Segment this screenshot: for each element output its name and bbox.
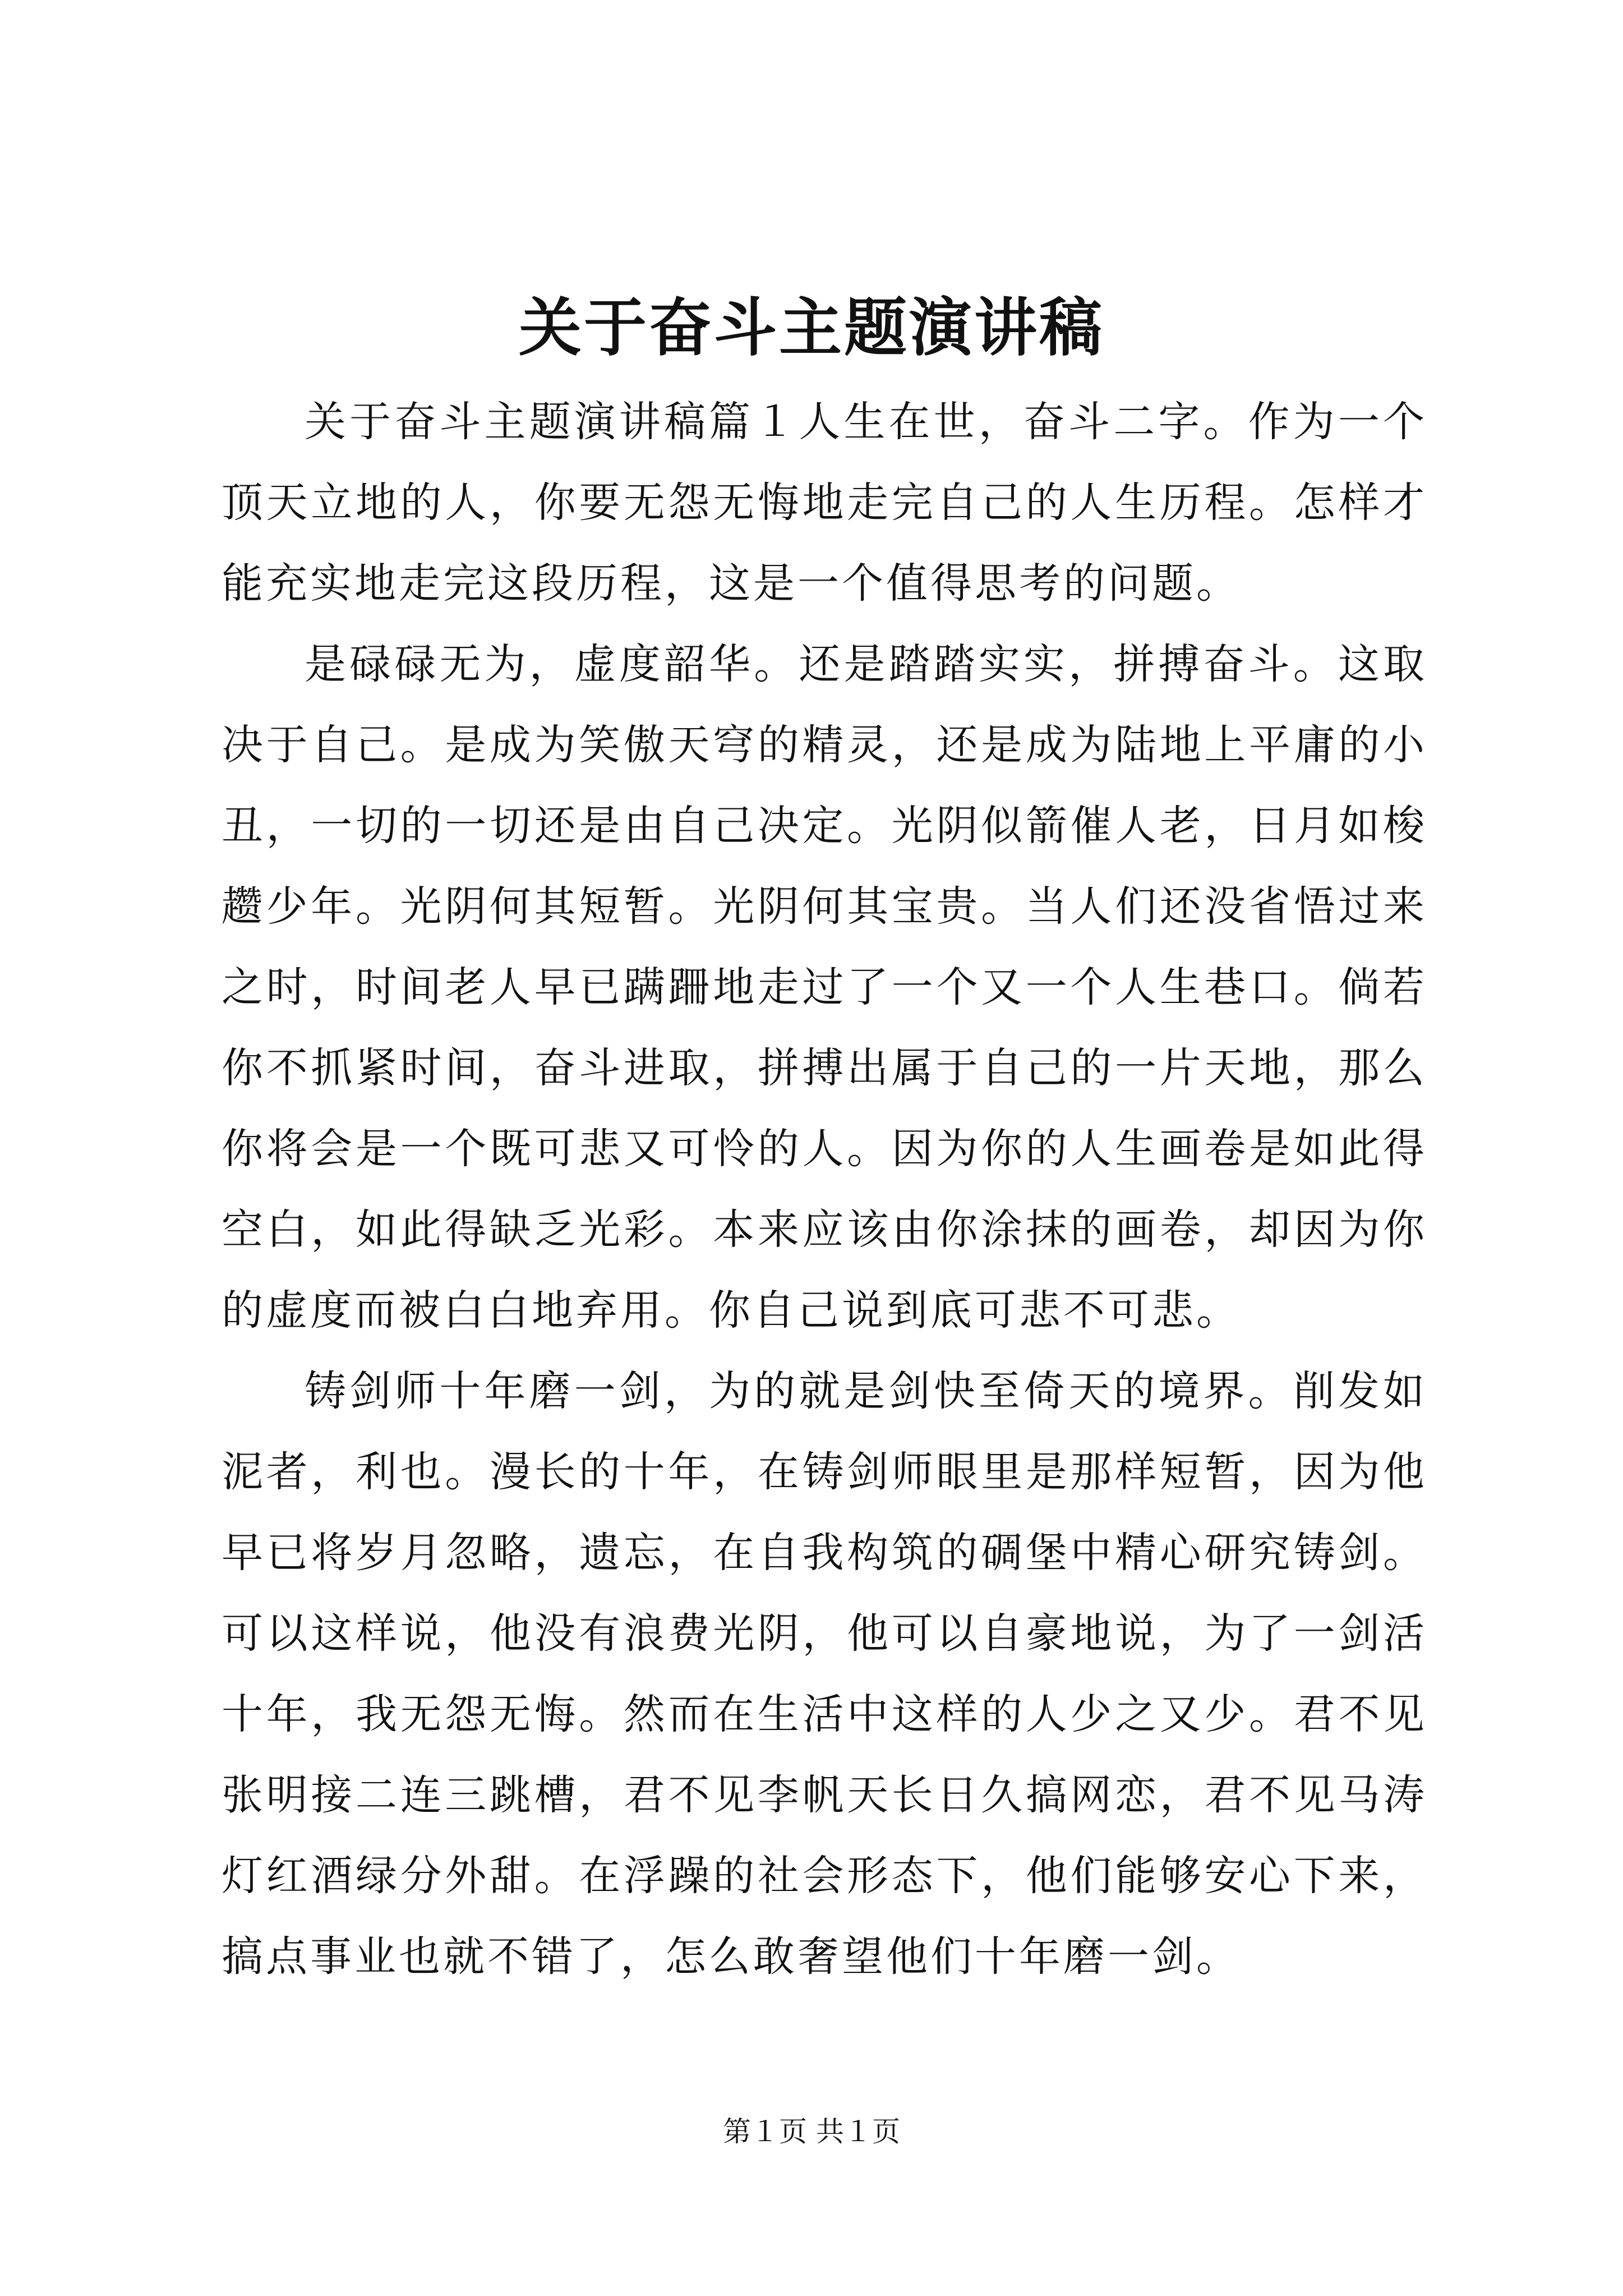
paragraph-3: 铸剑师十年磨一剑，为的就是剑快至倚天的境界。削发如泥者，利也。漫长的十年，在铸剑师眼里是那样短暂，因为他早已将岁月忽略，遗忘，在自我构筑的碉堡中精心研究铸剑。可以这样说，他没有浪费光阴，他可以自豪地说，为了一剑活十年，我无怨无悔。然而在生活中这样的人少之又少。君不见张明接二连三跳槽，君不见李帆天长日久搞网恋，君不见马涛灯红酒绿分外甜。在浮躁的社会形态下，他们能够安心下来，搞点事业也就不错了，怎么敢奢望他们十年磨一剑。 [222, 1367, 1427, 1981]
paragraph-1: 关于奋斗主题演讲稿篇１人生在世，奋斗二字。作为一个顶天立地的人，你要无怨无悔地走完自己的人生历程。怎样才能充实地走完这段历程，这是一个值得思考的问题。 [222, 398, 1427, 608]
paragraph-2: 是碌碌无为，虚度韶华。还是踏踏实实，拼搏奋斗。这取决于自己。是成为笑傲天穹的精灵，还是成为陆地上平庸的小丑，一切的一切还是由自己决定。光阴似箭催人老，日月如梭趱少年。光阴何其短暂。光阴何其宝贵。当人们还没省悟过来之时，时间老人早已蹒跚地走过了一个又一个人生巷口。倘若你不抓紧时间，奋斗进取，拼搏出属于自己的一片天地，那么你将会是一个既可悲又可怜的人。因为你的人生画卷是如此得空白，如此得缺乏光彩。本来应该由你涂抹的画卷，却因为你的虚度而被白白地弃用。你自己说到底可悲不可悲。 [222, 640, 1427, 1335]
page-footer: 第１页 共１页 [723, 2115, 900, 2148]
document-title: 关于奋斗主题演讲稿 [519, 291, 1104, 365]
document-body [222, 381, 1427, 1997]
